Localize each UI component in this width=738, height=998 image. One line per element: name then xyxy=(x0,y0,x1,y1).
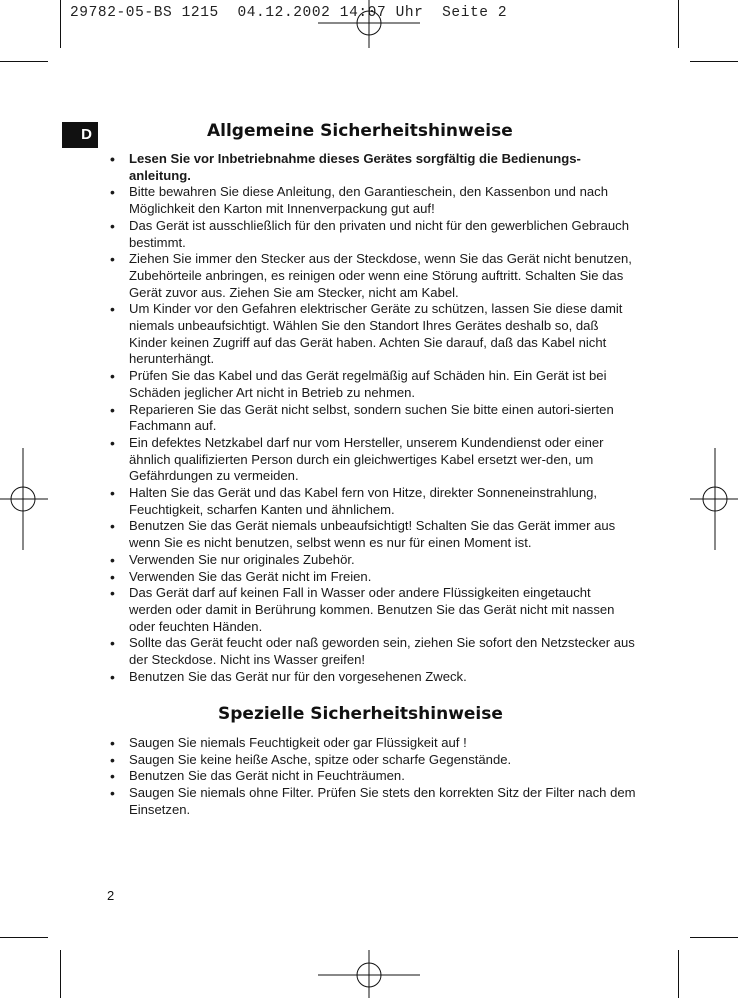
list-item: • Das Gerät ist ausschließlich für den privaten und nicht für den gewerblichen Gebrauch bestimmt. xyxy=(106,218,636,251)
crop-mark-bottom-left-v xyxy=(60,950,61,998)
list-item: • Ein defektes Netzkabel darf nur vom Hersteller, unserem Kundendienst oder einer ähnlich qualifizierten Person durch ein gleichwertiges Kabel ersetzt wer-den, um Gefährdungen zu vermeiden. xyxy=(106,435,636,485)
crop-mark-top-right-v xyxy=(678,0,679,48)
general-safety-heading: Allgemeine Sicherheitshinweise xyxy=(207,121,513,141)
list-item: • Halten Sie das Gerät und das Kabel fern von Hitze, direkter Sonneneinstrahlung, Feuchtigkeit, scharfen Kanten und ähnlichem. xyxy=(106,485,636,518)
crop-mark-bottom-right-v xyxy=(678,950,679,998)
slug-time: 14:07 Uhr xyxy=(339,5,424,21)
list-item: • Saugen Sie niemals Feuchtigkeit oder gar Flüssigkeit auf ! xyxy=(106,735,636,752)
list-item: • Benutzen Sie das Gerät niemals unbeaufsichtigt! Schalten Sie das Gerät immer aus wenn Sie es nicht benutzen, selbst wenn es nur für einen Moment ist. xyxy=(106,518,636,551)
list-item: • Benutzen Sie das Gerät nur für den vorgesehenen Zweck. xyxy=(106,669,636,686)
language-tab: D xyxy=(62,122,98,148)
crop-mark-bottom-left-h xyxy=(0,937,48,938)
list-item: • Bitte bewahren Sie diese Anleitung, den Garantieschein, den Kassenbon und nach Möglichkeit den Karton mit Innenverpackung gut auf! xyxy=(106,184,636,217)
list-item: • Lesen Sie vor Inbetriebnahme dieses Gerätes sorgfältig die Bedienungs-anleitung. xyxy=(106,151,636,184)
registration-mark-right-icon xyxy=(690,448,738,550)
list-item: • Prüfen Sie das Kabel und das Gerät regelmäßig auf Schäden hin. Ein Gerät ist bei Schäden jeglicher Art nicht in Betrieb zu nehmen. xyxy=(106,368,636,401)
print-slug xyxy=(70,5,507,21)
list-item: • Verwenden Sie das Gerät nicht im Freien. xyxy=(106,569,636,586)
registration-mark-left-icon xyxy=(0,448,48,550)
crop-mark-top-left-h xyxy=(0,61,48,62)
special-safety-list xyxy=(106,735,636,819)
registration-mark-top-icon xyxy=(318,0,420,48)
slug-file: 29782-05-BS 1215 xyxy=(70,5,219,21)
registration-mark-bottom-icon xyxy=(318,950,420,998)
crop-mark-top-left-v xyxy=(60,0,61,48)
list-item: • Saugen Sie keine heiße Asche, spitze oder scharfe Gegenstände. xyxy=(106,752,636,769)
general-safety-list xyxy=(106,151,636,686)
slug-date: 04.12.2002 xyxy=(237,5,331,21)
slug-page: Seite 2 xyxy=(442,5,508,21)
list-item: • Sollte das Gerät feucht oder naß geworden sein, ziehen Sie sofort den Netzstecker aus der Steckdose. Nicht ins Wasser greifen! xyxy=(106,635,636,668)
list-item: • Verwenden Sie nur originales Zubehör. xyxy=(106,552,636,569)
crop-mark-top-right-h xyxy=(690,61,738,62)
list-item: • Um Kinder vor den Gefahren elektrischer Geräte zu schützen, lassen Sie diese damit niemals unbeaufsichtigt. Wählen Sie den Standort Ihres Gerätes deshalb so, daß Kinder keinen Zugriff auf das Gerät haben. Achten Sie darauf, daß das Kabel nicht herunterhängt. xyxy=(106,301,636,368)
list-item: • Das Gerät darf auf keinen Fall in Wasser oder andere Flüssigkeiten eingetaucht werden oder damit in Berührung kommen. Benutzen Sie das Gerät nicht mit nassen oder feuchten Händen. xyxy=(106,585,636,635)
list-item: • Ziehen Sie immer den Stecker aus der Steckdose, wenn Sie das Gerät nicht benutzen, Zubehörteile anbringen, es reinigen oder wenn eine Störung auftritt. Schalten Sie das Gerät zuvor aus. Ziehen Sie am Stecker, nicht am Kabel. xyxy=(106,251,636,301)
list-item: • Reparieren Sie das Gerät nicht selbst, sondern suchen Sie bitte einen autori-sierten Fachmann auf. xyxy=(106,402,636,435)
list-item: • Benutzen Sie das Gerät nicht in Feuchträumen. xyxy=(106,768,636,785)
special-safety-heading: Spezielle Sicherheitshinweise xyxy=(218,704,503,724)
crop-mark-bottom-right-h xyxy=(690,937,738,938)
list-item: • Saugen Sie niemals ohne Filter. Prüfen Sie stets den korrekten Sitz der Filter nach dem Einsetzen. xyxy=(106,785,636,818)
page-number: 2 xyxy=(107,888,115,903)
